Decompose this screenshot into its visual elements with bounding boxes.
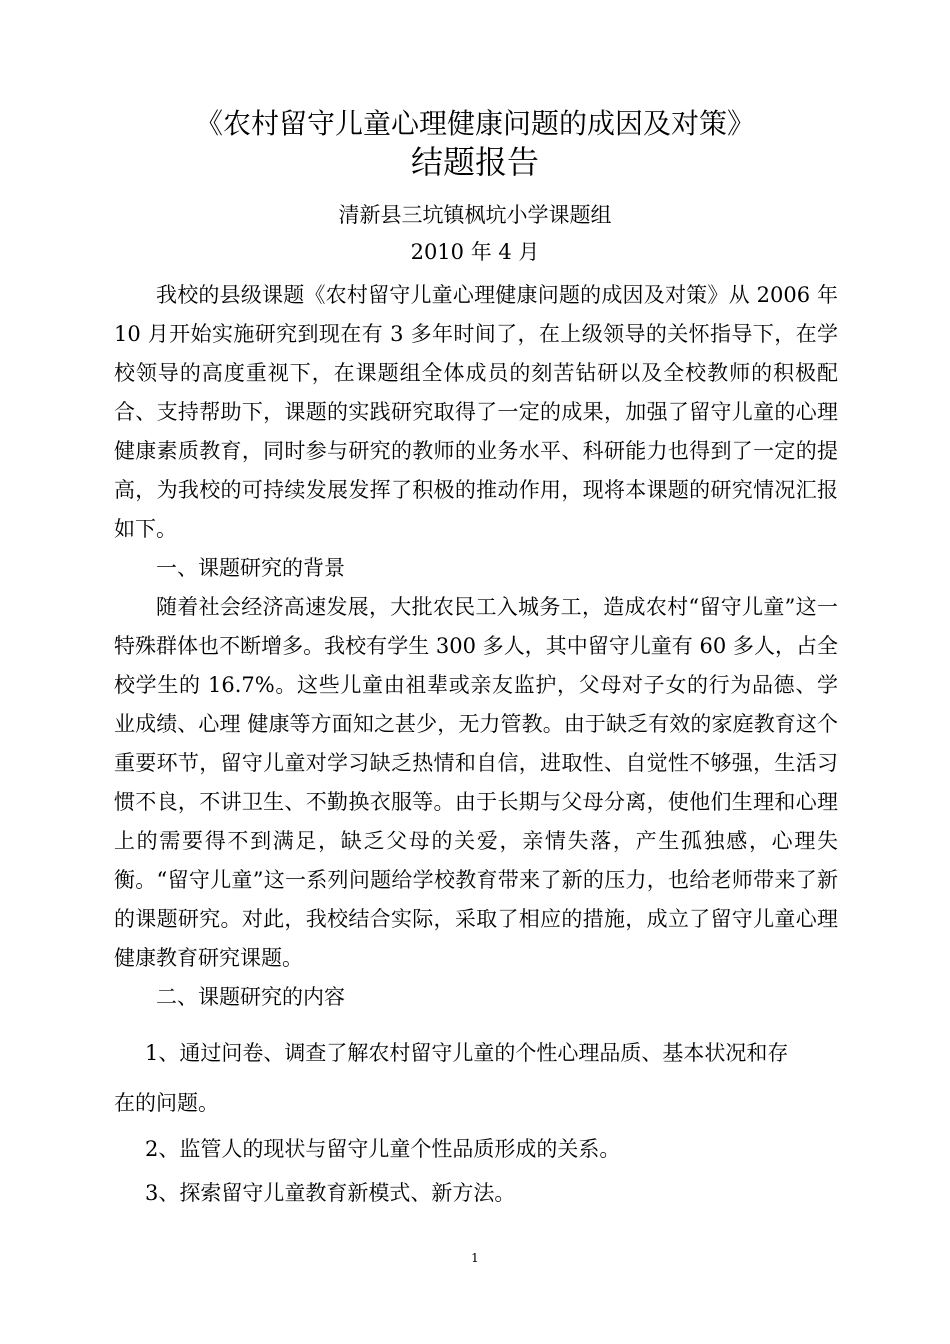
content-item-1: 1、通过问卷、调查了解农村留守儿童的个性心理品质、基本状况和存 (145, 1041, 789, 1065)
section1-paragraph: 随着社会经济高速发展，大批农民工入城务工，造成农村“留守儿童”这一特殊群体也不断增多。我校有学生 300 多人，其中留守儿童有 60 多人，占全校学生的 16.7%。这些儿童由祖辈或亲友监护，父母对子女的行为品德、学业成绩、心理 健康等方面知之甚少，无力管教。由于缺乏有效的家庭教育这个重要环节，留守儿童对学习缺乏热情和自信，进取性、自觉性不够强，生活习惯不良，不讲卫生、不勤换衣服等。由于长期与父母分离，使他们生理和心理上的需要得不到满足，缺乏父母的关爱，亲情失落，产生孤独感，心理失衡。“留守儿童”这一系列问题给学校教育带来了新的压力，也给老师带来了新的课题研究。对此，我校结合实际，采取了相应的措施，成立了留守儿童心理健康教育研究课题。 (114, 595, 838, 970)
report-subtitle: 结题报告 (410, 143, 539, 181)
report-title: 《农村留守儿童心理健康问题的成因及对策》 (194, 107, 755, 140)
report-date: 2010 年 4 月 (410, 240, 540, 264)
content-item-2: 2、监管人的现状与留守儿童个性品质形成的关系。 (145, 1137, 621, 1161)
content-item-3: 3、探索留守儿童教育新模式、新方法。 (145, 1181, 516, 1205)
section1-heading: 一、课题研究的背景 (156, 556, 345, 580)
page-number: 1 (471, 1251, 479, 1265)
intro-paragraph: 我校的县级课题《农村留守儿童心理健康问题的成因及对策》从 2006 年 10 月开始实施研究到现在有 3 多年时间了，在上级领导的关怀指导下，在学校领导的高度重视下，在课题组全体成员的刻苦钻研以及全校教师的积极配合、支持帮助下，课题的实践研究取得了一定的成果，加强了留守儿童的心理健康素质教育，同时参与研究的教师的业务水平、科研能力也得到了一定的提高，为我校的可持续发展发挥了积极的推动作用，现将本课题的研究情况汇报如下。 (114, 283, 838, 541)
section2-heading: 二、课题研究的内容 (156, 985, 345, 1009)
content-item-1-continued: 在的问题。 (114, 1091, 219, 1115)
organization-name: 清新县三坑镇枫坑小学课题组 (338, 203, 612, 227)
intro-block (114, 276, 838, 1017)
